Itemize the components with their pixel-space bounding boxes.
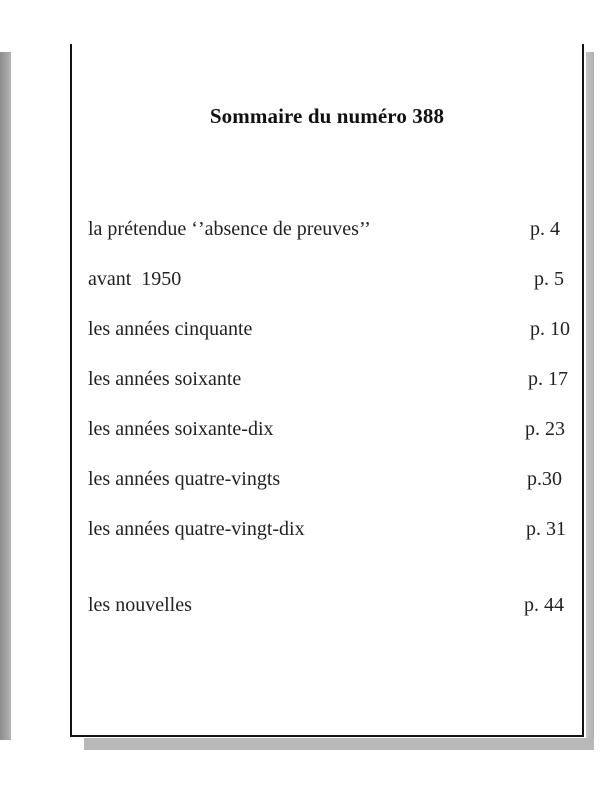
toc-entry-page: p. 5 [534, 268, 564, 290]
toc-entry-page: p. 44 [524, 594, 564, 616]
toc-entry-page: p. 17 [528, 368, 568, 390]
toc-entry-page: p.30 [527, 468, 562, 490]
scan-left-shadow [0, 52, 11, 740]
toc-entry [88, 516, 570, 542]
toc-entry-label: les années quatre-vingt-dix [88, 518, 305, 540]
toc-entry-label: les années quatre-vingts [88, 468, 281, 490]
toc-entry-label: les années cinquante [88, 318, 253, 340]
toc-entry [88, 416, 570, 442]
document-page [70, 44, 584, 737]
toc-entry-page: p. 23 [525, 418, 565, 440]
toc-entry [88, 266, 570, 292]
scan-bottom-shadow [84, 738, 594, 750]
toc-entry [88, 216, 570, 242]
page-title: Sommaire du numéro 388 [209, 104, 445, 128]
toc-entry-label: les années soixante [88, 368, 242, 390]
toc-entry-page: p. 4 [530, 218, 560, 240]
toc-entry [88, 316, 570, 342]
toc-entry-page: p. 31 [526, 518, 566, 540]
scan-right-shadow [586, 52, 594, 750]
toc-entry-label: les nouvelles [88, 594, 192, 616]
toc-entry [88, 366, 570, 392]
toc-entry-label: la prétendue ‘’absence de preuves’’ [88, 218, 371, 240]
toc-entry-label: les années soixante-dix [88, 418, 274, 440]
toc-entry-page: p. 10 [530, 318, 570, 340]
toc-entry [88, 466, 570, 492]
toc-entry [88, 592, 570, 618]
toc-entry-label: avant 1950 [88, 268, 182, 290]
